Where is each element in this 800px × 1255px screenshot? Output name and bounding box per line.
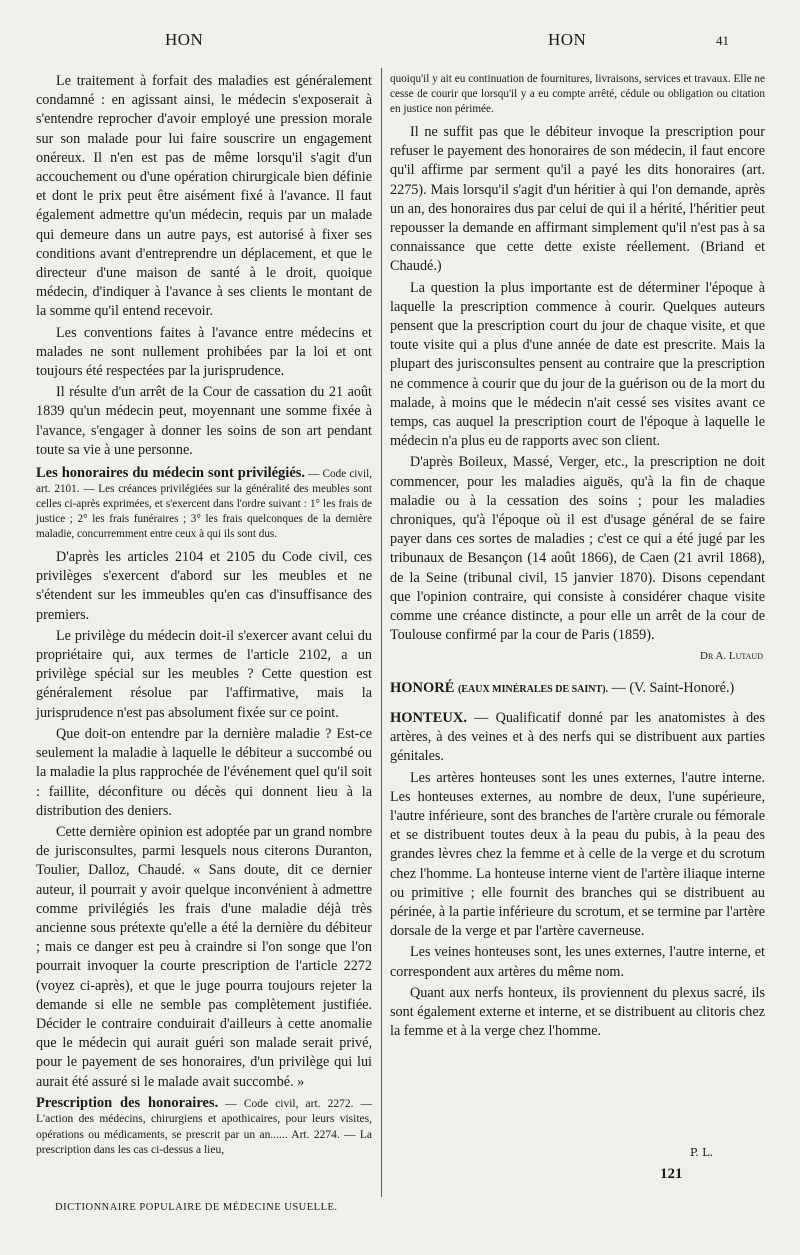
left-paragraph-3: Il résulte d'un arrêt de la Cour de cassation du 21 août 1839 qu'un médecin peut, moyennant une somme fixée à l'avance, s'engager à donner les soins de son art pendant toute sa vie à une personne. [36, 384, 372, 458]
signature-pl: P. L. [690, 1146, 713, 1159]
right-paragraph-1: Il ne suffit pas que le débiteur invoque la prescription pour refuser le payement des honoraires de son médecin, il faut encore qu'il affirme par serment qu'il a payé les dits honoraires (art. 2275). Mais lorsqu'il s'agit d'un héritier à qui l'on demande, après un an, des honoraires dus par celui de qui il a hérité, l'héritier peut repousser la demande en affirmant simplement qu'il n'est pas à sa connaissance que cette dette existe réellement. (Briand et Chaudé.) [390, 124, 765, 275]
footer-title: DICTIONNAIRE POPULAIRE DE MÉDECINE USUELLE. [55, 1202, 338, 1213]
left-paragraph-5: Le privilège du médecin doit-il s'exercer avant celui du propriétaire qui, aux termes de l'article 2102, a un privilège spécial sur les meubles ? Cette question est généralement résolue par l'affirmative, mais la jurisprudence n'est pas absolument fixée sur ce point. [36, 627, 372, 721]
right-continuation [390, 72, 765, 117]
entry-honteux [390, 709, 765, 767]
right-paragraph-2: La question la plus importante est de déterminer l'époque à laquelle la prescription commence à courir. Quelques auteurs pensent que la prescription court du jour de chaque visite, et que toute visite qui a plus d'une année de date est prescrite. Mais la plupart des jurisconsultes pensent au contraire que la prescription ne commence à courir que du jour de la guérison ou de la mort du malade, à moins que le médecin n'ait cessé ses visites avant ce temps, cas auquel la prescription court de l'époque à laquelle le médecin n'a plus eu de rapports avec son client. [390, 279, 765, 450]
entry-honteux-title: HONTEUX. [390, 709, 467, 726]
honteux-paragraph-nerfs: Quant aux nerfs honteux, ils proviennent du plexus sacré, ils sont également externe et interne, et se distribuent au clitoris chez la femme et à la verge chez l'homme. [390, 984, 765, 1040]
entry-honteux-definition: — Qualificatif donné par les anatomistes à des artères, à des veines et à des nerfs qui se distribuent aux parties génitales. [390, 709, 765, 765]
section-prescription-title: Prescription des honoraires. [36, 1094, 219, 1111]
page-number: 41 [716, 33, 729, 48]
signature-lutaud: Dr A. Lutaud [700, 650, 763, 663]
section-privileges-text: — Code civil, art. 2101. — Les créances privilégiées sur la généralité des meubles sont celles ci-après exprimées, et s'exercent dans l'ordre suivant : 1° les frais de justice ; 2° les frais funéraires ; 3° les frais quelconques de la dernière maladie, concurremment entre ceux à qui ils sont dus. [36, 468, 373, 541]
section-prescription-text: — Code civil, art. 2272. — L'action des médecins, chirurgiens et apothicaires, pour leurs visites, opérations ou médicaments, se prescrit par un an...... Art. 2274. — La prescription dans les cas ci-dessus a lieu, [36, 1097, 373, 1157]
entry-honore-subtitle: (EAUX MINÉRALES DE SAINT). [458, 683, 609, 695]
sheet-number: 121 [660, 1166, 683, 1182]
section-privileges-title: Les honoraires du médecin sont privilégiés. [36, 465, 306, 482]
entry-honore-text: — (V. Saint-Honoré.) [611, 679, 735, 696]
section-privileges [36, 466, 372, 542]
header-right-title: HON [548, 30, 587, 49]
header-left-title: HON [165, 30, 204, 49]
left-paragraph-2: Les conventions faites à l'avance entre médecins et malades ne sont nullement prohibées par la loi et ont toujours été respectées par la jurisprudence. [36, 324, 372, 380]
column-divider [381, 68, 382, 1197]
left-paragraph-6: Que doit-on entendre par la dernière maladie ? Est-ce seulement la maladie à laquelle le débiteur a succombé ou la maladie la plus rapprochée de l'événement quel qu'il soit : faillite, déconfiture ou décès qui donnent lieu à la distribution des deniers. [36, 725, 372, 819]
entry-honore [390, 679, 765, 699]
right-continuation-text: quoiqu'il y ait eu continuation de fournitures, livraisons, services et travaux. Elle ne cesse de courir que lorsqu'il y a eu compte arrêté, cédule ou obligation ou citation en justice non périmée. [390, 73, 765, 115]
left-column [36, 72, 372, 1159]
entry-honore-title: HONORÉ [390, 679, 455, 696]
right-column [390, 72, 765, 1043]
left-paragraph-4: D'après les articles 2104 et 2105 du Code civil, ces privilèges s'exercent d'abord sur les meubles et ne s'étendent sur les immeubles qu'en cas d'insuffisance des premiers. [36, 549, 372, 623]
page-header [0, 30, 800, 54]
honteux-paragraph-arteres: Les artères honteuses sont les unes externes, l'autre interne. Les honteuses externes, au nombre de deux, l'une supérieure, l'autre inférieure, sont des branches de l'artère crurale ou fémorale et se distribuent toutes deux à la peau du pubis, à la peau des grandes lèvres chez la femme et à celle de la verge et du scrotum chez l'homme. La honteuse interne vient de l'artère iliaque interne ou primitive ; elle fournit des branches qui se distribuent au périnée, à la partie inférieure du scrotum, et se termine par l'artère dorsale de la verge et par l'artère caverneuse. [390, 769, 765, 940]
left-paragraph-1: Le traitement à forfait des maladies est généralement condamné : en agissant ainsi, le médecin s'exposerait à s'entendre reprocher d'avoir employé une pression morale sur son malade pour lui faire souscrire un engagement onéreux. Il n'en est pas de même lorsqu'il s'agit d'un accouchement ou d'une opération chirurgicale bien définie et dont le prix peut être aisément fixé à l'avance. Il faut également admettre qu'un médecin, requis par un malade qui demeure dans un autre pays, est autorisé à fixer ses conditions avant d'entreprendre un déplacement, et que le directeur d'une maison de santé à le droit, quoique médecin, d'indiquer à l'avance à ses clients le montant de la somme qu'il entend recevoir. [36, 73, 372, 320]
left-paragraph-7: Cette dernière opinion est adoptée par un grand nombre de jurisconsultes, parmi lesquels nous citerons Duranton, Toulier, Dalloz, Chaudé. « Sans doute, dit ce dernier auteur, il pourrait y avoir quelque inconvénient à admettre comme privilégiés les frais d'une maladie déjà très ancienne sous prétexte qu'elle a été la dernière du débiteur ; mais ce danger est peu à craindre si l'on songe que l'on pourrait invoquer la courte prescription de l'article 2272 (voyez ci-après), et que le juge pourra toujours rejeter la demande si elle ne semble pas complètement justifiée. Décider le contraire conduirait d'ailleurs à cette anomalie que le médecin qui aurait guéri son malade serait privé, pour le payement de ses honoraires, d'un privilège qui lui aurait été assuré si le malade avait succombé. » [36, 823, 372, 1090]
right-paragraph-3: D'après Boileux, Massé, Verger, etc., la prescription ne doit commencer, pour les maladies aiguës, qu'à la fin de chaque maladie ou à la cessation des soins ; pour les maladies chroniques, qu'à l'époque où il est d'usage général de se faire payer dans ces sortes de maladies ; c'est ce qui a été jugé par les tribunaux de Besançon (14 août 1866), de Caen (21 avril 1868), de la Seine (tribunal civil, 15 janvier 1870). Disons cependant que l'opinion contraire, qui consiste à considérer chaque visite comme une créance distincte, a pour elle un arrêt de la cour de Toulouse confirmé par la cour de Paris (1859). [390, 454, 765, 644]
section-prescription [36, 1096, 372, 1159]
honteux-paragraph-veines: Les veines honteuses sont, les unes externes, l'autre interne, et correspondent aux artères du même nom. [390, 944, 765, 980]
